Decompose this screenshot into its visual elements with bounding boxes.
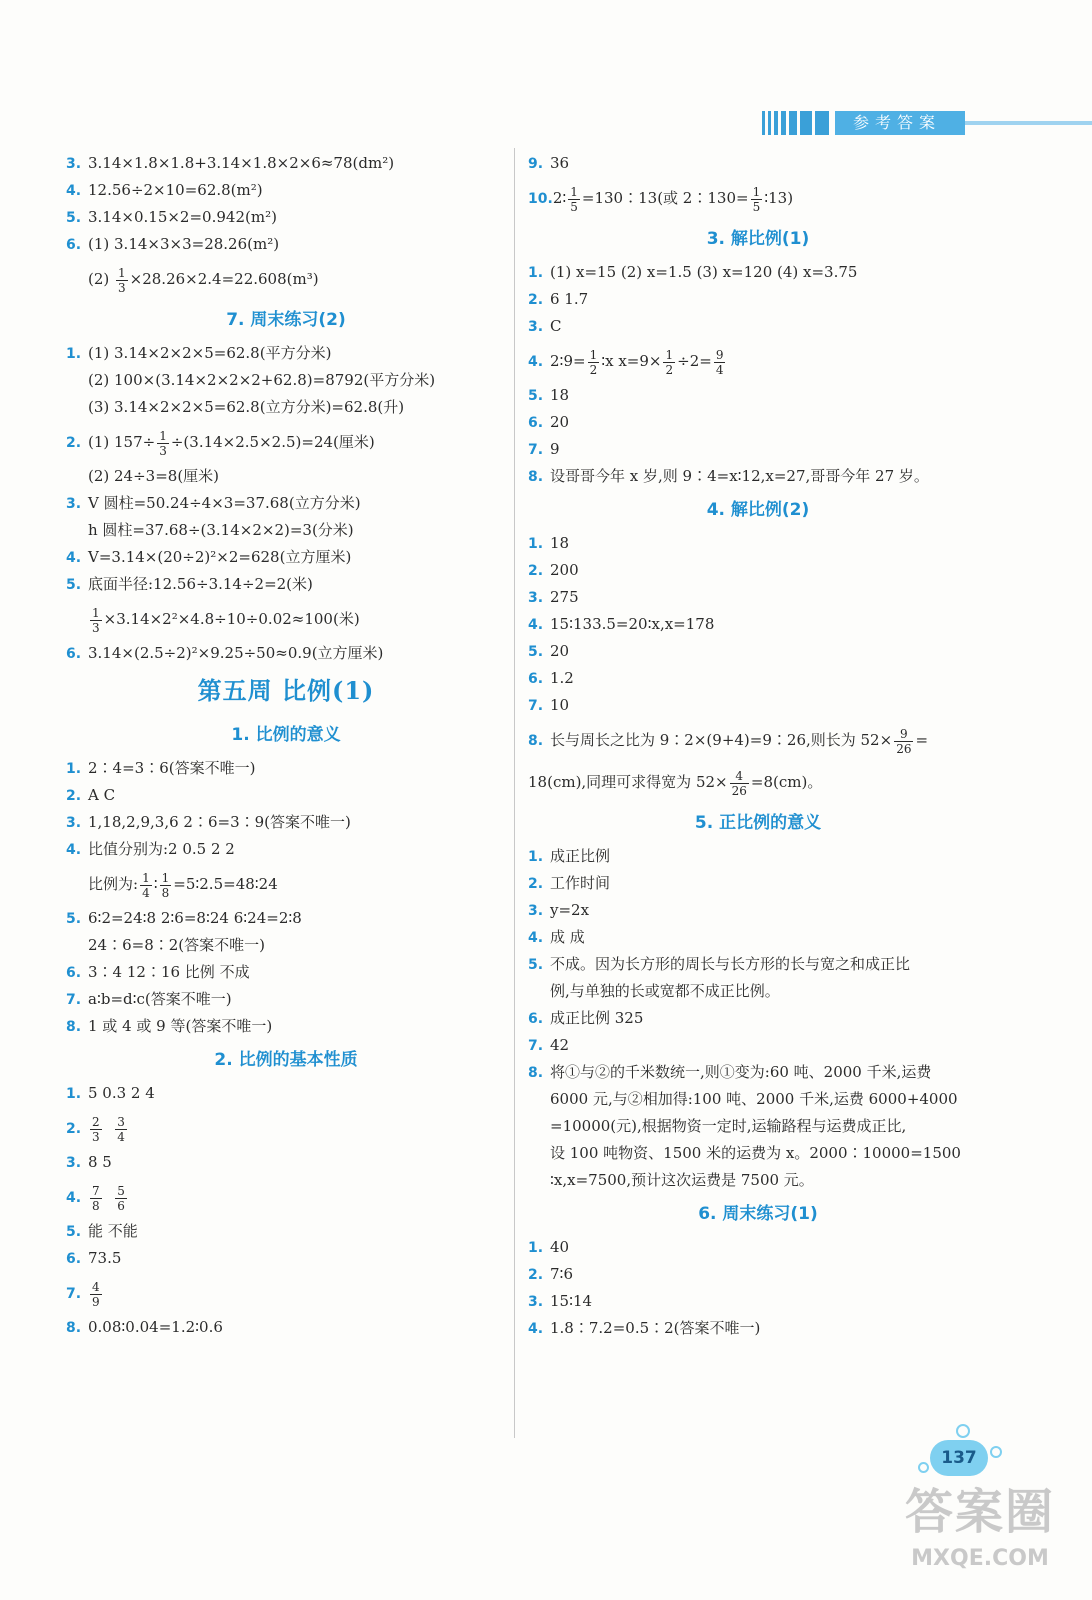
section-title: 2. 比例的基本性质 <box>214 1050 358 1070</box>
answer-line: 3. 8 5 <box>66 1153 112 1171</box>
answer-line: 5. 3.14×0.15×2=0.942(m²) <box>66 208 277 226</box>
answer-line: (3) 3.14×2×2×5=62.8(立方分米)=62.8(升) <box>88 398 405 416</box>
section-title: 3. 解比例(1) <box>706 229 810 249</box>
answer-line: 6. 1.2 <box>528 669 574 687</box>
answer-line: 8. 设哥哥今年 x 岁,则 9∶4=x∶12,x=27,哥哥今年 27 岁。 <box>528 467 929 485</box>
answer-line: 8. 长与周长之比为 9∶2×(9+4)=9∶26,则长为 52× $\frac{9}{26}$ = <box>528 726 929 756</box>
answer-line: 3. 1,18,2,9,3,6 2∶6=3∶9(答案不唯一) <box>66 813 351 831</box>
answer-line: 4. 比值分别为:2 0.5 2 2 <box>66 840 235 858</box>
page-number: 137 <box>930 1440 988 1476</box>
answer-line: 3. V 圆柱=50.24÷4×3=37.68(立方分米) <box>66 494 361 512</box>
answer-line: 设 100 吨物资、1500 米的运费为 x。2000∶10000=1500 <box>550 1144 961 1162</box>
left-column <box>66 150 506 1341</box>
banner-line <box>965 121 1092 125</box>
answer-line: 3. y=2x <box>528 901 590 919</box>
fraction: $\frac{1}{3}$ <box>92 605 100 635</box>
answer-line: 6. 3∶4 12∶16 比例 不成 <box>66 963 250 981</box>
answer-line: 4. 12.56÷2×10=62.8(m²) <box>66 181 263 199</box>
fraction: $\frac{4}{26}$ <box>731 768 747 798</box>
answer-line: 6. 73.5 <box>66 1249 122 1267</box>
fraction: $\frac{5}{6}$ <box>117 1183 125 1213</box>
bubble-decoration <box>990 1446 1002 1458</box>
answer-line: 7. 9 <box>528 440 560 458</box>
banner-bars <box>762 111 829 135</box>
answer-line: 9. 36 <box>528 154 570 172</box>
watermark-logo <box>880 1480 1080 1590</box>
answer-line: 2. $\frac{2}{3}$ $\frac{3}{4}$ <box>66 1114 125 1144</box>
answer-line: 5. 不成。因为长方形的周长与长方形的长与宽之和成正比 <box>528 955 911 973</box>
answer-line: 3. C <box>528 317 562 335</box>
answer-line: 1. 40 <box>528 1238 570 1256</box>
answer-line: 4. 15∶133.5=20∶x,x=178 <box>528 615 715 633</box>
fraction: $\frac{3}{4}$ <box>117 1114 125 1144</box>
answer-line: 8. 1 或 4 或 9 等(答案不唯一) <box>66 1017 273 1035</box>
answer-line: 7. $\frac{4}{9}$ <box>66 1279 100 1309</box>
fraction: $\frac{2}{3}$ <box>92 1114 100 1144</box>
answer-line: 5. 底面半径:12.56÷3.14÷2=2(米) <box>66 575 313 593</box>
answer-line: 2. 工作时间 <box>528 874 611 892</box>
answer-line: 4. $\frac{7}{8}$ $\frac{5}{6}$ <box>66 1183 125 1213</box>
answer-line: (2) 100×(3.14×2×2×2+62.8)=8792(平方分米) <box>88 371 436 389</box>
answer-line: 8. 0.08∶0.04=1.2∶0.6 <box>66 1318 223 1336</box>
answer-line: $\frac{1}{3}$ ×3.14×2²×4.8÷10÷0.02≈100(米) <box>92 605 360 635</box>
answer-line: 10.2∶ $\frac{1}{5}$ =130∶13(或 2∶130= $\frac{1}{5}$ ∶13) <box>528 184 794 214</box>
section-title: 1. 比例的意义 <box>231 725 341 745</box>
answer-line: h 圆柱=37.68÷(3.14×2×2)=3(分米) <box>88 521 354 539</box>
banner-label: 参考答案 <box>835 111 965 135</box>
fraction: $\frac{1}{2}$ <box>589 347 598 377</box>
fraction: $\frac{9}{4}$ <box>715 347 724 377</box>
answer-line: 7. 10 <box>528 696 570 714</box>
bubble-decoration <box>956 1424 970 1438</box>
answer-line: 4. 1.8∶7.2=0.5∶2(答案不唯一) <box>528 1319 761 1337</box>
answer-line: =10000(元),根据物资一定时,运输路程与运费成正比, <box>550 1117 907 1135</box>
answer-line: 18(cm),同理可求得宽为 52× $\frac{4}{26}$ =8(cm)。 <box>528 768 823 798</box>
answer-line: 2. (1) 157÷ $\frac{1}{3}$ ÷(3.14×2.5×2.5)=24(厘米) <box>66 428 375 458</box>
answer-line: 7. 42 <box>528 1036 570 1054</box>
fraction: $\frac{9}{26}$ <box>896 726 912 756</box>
column-divider <box>514 148 515 1438</box>
answer-line: 1. 5 0.3 2 4 <box>66 1084 155 1102</box>
watermark-url: MXQE.COM <box>911 1546 1049 1571</box>
answer-line: 5. 18 <box>528 386 570 404</box>
fraction: $\frac{1}{3}$ <box>159 428 167 458</box>
answer-line: 1. (1) 3.14×2×2×5=62.8(平方分米) <box>66 344 332 362</box>
answer-line: 2. A C <box>66 786 116 804</box>
answer-line: 4. V=3.14×(20÷2)²×2=628(立方厘米) <box>66 548 352 566</box>
answer-line: 1. 2∶4=3∶6(答案不唯一) <box>66 759 256 777</box>
bubble-decoration <box>918 1462 929 1473</box>
answer-line: 5. 6∶2=24∶8 2∶6=8∶24 6∶24=2∶8 <box>66 909 302 927</box>
answer-line: 6000 元,与②相加得:100 吨、2000 千米,运费 6000+4000 <box>550 1090 958 1108</box>
section-title: 4. 解比例(2) <box>706 500 810 520</box>
answer-line: 1. 成正比例 <box>528 847 611 865</box>
answer-line: 4. 成 成 <box>528 928 585 946</box>
watermark-text: 答案圈 <box>904 1484 1055 1540</box>
answer-line: 3. 275 <box>528 588 579 606</box>
answer-line: 8. 将①与②的千米数统一,则①变为:60 吨、2000 千米,运费 <box>528 1063 932 1081</box>
answer-line: (2) 24÷3=8(厘米) <box>88 467 220 485</box>
answer-line: 例,与单独的长或宽都不成正比例。 <box>550 982 780 1000</box>
fraction: $\frac{1}{2}$ <box>665 347 674 377</box>
answer-line: 2. 7∶6 <box>528 1265 573 1283</box>
fraction: $\frac{1}{4}$ <box>142 870 150 900</box>
answer-line: 比例为: $\frac{1}{4}$ ∶ $\frac{1}{8}$ =5∶2.5=48∶24 <box>88 870 278 900</box>
answer-line: 2. 200 <box>528 561 579 579</box>
fraction: $\frac{4}{9}$ <box>92 1279 100 1309</box>
answer-line: 6. 3.14×(2.5÷2)²×9.25÷50≈0.9(立方厘米) <box>66 644 384 662</box>
fraction: $\frac{1}{8}$ <box>161 870 170 900</box>
answer-line: 3. 15∶14 <box>528 1292 593 1310</box>
answer-line: 1. (1) x=15 (2) x=1.5 (3) x=120 (4) x=3.75 <box>528 263 858 281</box>
answer-line: 24∶6=8∶2(答案不唯一) <box>88 936 265 954</box>
fraction: $\frac{1}{5}$ <box>570 184 578 214</box>
answer-line: 5. 20 <box>528 642 570 660</box>
answer-line: 6. 成正比例 325 <box>528 1009 644 1027</box>
fraction: $\frac{1}{5}$ <box>752 184 761 214</box>
answer-line: 7. a∶b=d∶c(答案不唯一) <box>66 990 232 1008</box>
answer-line: 2. 6 1.7 <box>528 290 589 308</box>
fraction: $\frac{7}{8}$ <box>92 1183 100 1213</box>
right-column <box>528 150 988 1342</box>
section-title: 7. 周末练习(2) <box>226 310 346 330</box>
fraction: $\frac{1}{3}$ <box>118 265 126 295</box>
answer-line: 6. (1) 3.14×3×3=28.26(m²) <box>66 235 280 253</box>
section-title: 5. 正比例的意义 <box>694 813 822 833</box>
answer-line: 1. 18 <box>528 534 570 552</box>
header-banner <box>762 110 1092 136</box>
answer-line: 5. 能 不能 <box>66 1222 138 1240</box>
answer-line: 4. 2∶9= $\frac{1}{2}$ ∶x x=9× $\frac{1}{2}$ ÷2= $\frac{9}{4}$ <box>528 347 724 377</box>
answer-line: (2) $\frac{1}{3}$ ×28.26×2.4=22.608(m³) <box>88 265 319 295</box>
section-title: 6. 周末练习(1) <box>698 1204 818 1224</box>
answer-line: 6. 20 <box>528 413 570 431</box>
answer-line: 3. 3.14×1.8×1.8+3.14×1.8×2×6≈78(dm²) <box>66 154 395 172</box>
answer-line: ∶x,x=7500,预计这次运费是 7500 元。 <box>550 1171 814 1189</box>
chapter-title: 第五周 比例(1) <box>197 676 375 705</box>
